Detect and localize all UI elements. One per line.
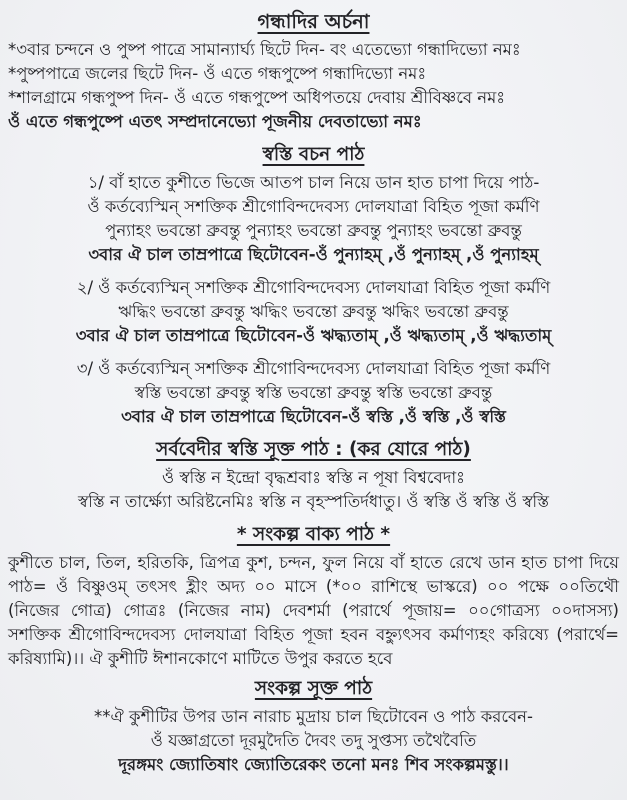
page-title-text: গন্ধাদির অর্চনা: [257, 10, 370, 33]
svasti-item-3: [8, 357, 619, 429]
archana-line-3: *শালগ্রামে গন্ধপুষ্প দিন- ওঁ এতে গন্ধপুষ্পে অধিপতয়ে দেবায় শ্রীবিষ্ণবে নমঃ: [8, 88, 506, 107]
sarvavedi-heading-text: সর্ববেদীর স্বস্তি সূক্ত পাঠ : (কর যোরে পাঠ): [156, 439, 471, 460]
sankalpa-bakya-paragraph: কুশীতে চাল, তিল, হরিতকি, ত্রিপত্র কুশ, চন্দন, ফুল নিয়ে বাঁ হাতে রেখে ডান হাত চাপা দিয়ে পাঠ= ওঁ বিষ্ণুওম্ তৎসৎ হ্লীং অদ্য ০০ মাসে (*০০ রাশিস্থে ভাস্করে) ০০ পক্ষে ০০তিথৌ (নিজের গোত্র) গোত্রঃ (নিজের নাম) দেবশর্মা (পরার্থে পূজায়= ০০গোত্রস্য ০০দাসস্য) সশক্তিক শ্রীগোবিন্দদেবস্য দোলযাত্রা বিহিত পূজা হবন বহ্ন্যুৎসব কর্মাণ্যহং করিষ্যে (পরার্থে= করিষ্যামি)।। ঐ কুশীটি ঈশানকোণে মাটিতে উপুর করতে হবে: [8, 553, 619, 668]
svasti-item-1-line-2: ওঁ কর্তব্যেস্মিন্ সশক্তিক শ্রীগোবিন্দদেবস্য দোলযাত্রা বিহিত পূজা কর্মণি: [87, 197, 540, 216]
sarvavedi-line-2: স্বস্তি ন তার্ক্ষ্যো অরিষ্টনেমিঃ স্বস্তি ন বৃহস্পতির্দধাতু। ওঁ স্বস্তি ওঁ স্বস্তি ওঁ স্বস্তি: [78, 492, 549, 511]
svasti-item-1-line-3: পুন্যাহং ভবন্তো ব্রুবন্তু পুন্যাহং ভবন্তো ব্রুবন্তু পুন্যাহং ভবন্তো ব্রুবন্তু: [105, 221, 522, 240]
svasti-item-3-line-3: ৩বার ঐ চাল তাম্রপাত্রে ছিটোবেন-ওঁ স্বস্তি ,ওঁ স্বস্তি ,ওঁ স্বস্তি: [121, 407, 506, 426]
sankalpa-sukta-line-2: ওঁ যজ্ঞাগ্রতো দূরমুদৈতি দৈবং তদু সুপ্তস্য তথৈবৈতি: [150, 731, 477, 750]
sarvavedi-line-1: ওঁ স্বস্তি ন ইন্দ্রো বৃদ্ধশ্রবাঃ স্বস্তি ন পূষা বিশ্ববেদাঃ: [162, 468, 465, 487]
svasti-item-3-line-1: ৩/ ওঁ কর্তব্যেস্মিন্ সশক্তিক শ্রীগোবিন্দদেবস্য দোলযাত্রা বিহিত পূজা কর্মণি: [76, 359, 551, 378]
archana-line-1: *৩বার চন্দনে ও পুষ্প পাত্রে সামান্যার্ঘ্য ছিটে দিন- বং এতেভ্যো গন্ধাদিভ্যো নমঃ: [8, 40, 521, 59]
sankalpa-sukta-line-1: **ঐ কুশীটির উপর ডান নারাচ মুদ্রায় চাল ছিটোবেন ও পাঠ করবেন-: [94, 707, 533, 726]
svasti-bachan-heading-text: স্বস্তি বচন পাঠ: [262, 144, 365, 165]
sankalpa-bakya-heading-text: * সংকল্প বাক্য পাঠ *: [236, 524, 391, 545]
archana-line-4: ওঁ এতে গন্ধপুষ্পে এতৎ সম্প্রদানেভ্যো পূজনীয় দেবতাভ্যো নমঃ: [8, 112, 422, 131]
svasti-item-2-line-3: ৩বার ঐ চাল তাম্রপাত্রে ছিটোবেন-ওঁ ঋদ্ধ্যতাম্ ,ওঁ ঋদ্ধ্যতাম্ ,ওঁ ঋদ্ধ্যতাম্: [75, 326, 552, 345]
svasti-item-3-line-2: স্বস্তি ভবন্তো ব্রুবন্তু স্বস্তি ভবন্তো ব্রুবন্তু স্বস্তি ভবন্তো ব্রুবন্তু: [134, 383, 493, 402]
svasti-item-1-line-1: ১/ বাঁ হাতে কুশীতে ভিজে আতপ চাল নিয়ে ডান হাত চাপা দিয়ে পাঠ-: [87, 173, 540, 192]
sankalpa-sukta-section: [8, 705, 619, 777]
svasti-bachan-heading: [8, 143, 619, 167]
svasti-item-2-line-1: ২/ ওঁ কর্তব্যেস্মিন্ সশক্তিক শ্রীগোবিন্দদেবস্য দোলযাত্রা বিহিত পূজা কর্মণি: [76, 278, 551, 297]
sankalpa-bakya-heading: [8, 523, 619, 547]
sankalpa-sukta-heading: [8, 677, 619, 701]
sarvavedi-section: [8, 466, 619, 514]
page-title: [8, 10, 619, 34]
sankalpa-sukta-line-3: দূরঙ্গমং জ্যোতিষাং জ্যোতিরেকং তনো মনঃ শিব সংকল্পমস্তু।।: [118, 755, 509, 774]
svasti-item-2: [8, 276, 619, 348]
archana-section: [8, 38, 619, 134]
sankalpa-sukta-heading-text: সংকল্প সূক্ত পাঠ: [254, 678, 373, 699]
svasti-item-2-line-2: ঋদ্ধিং ভবন্তো ব্রুবন্তু ঋদ্ধিং ভবন্তো ব্রুবন্তু ঋদ্ধিং ভবন্তো ব্রুবন্তু: [118, 302, 509, 321]
sarvavedi-heading: [8, 438, 619, 462]
svasti-item-1: [8, 171, 619, 267]
svasti-item-1-line-4: ৩বার ঐ চাল তাম্রপাত্রে ছিটোবেন-ওঁ পুন্যাহম্ ,ওঁ পুন্যাহম্ ,ওঁ পুন্যাহম্: [88, 245, 539, 264]
archana-line-2: *পুষ্পপাত্রে জলের ছিটে দিন- ওঁ এতে গন্ধপুষ্পে গন্ধাদিভ্যো নমঃ: [8, 64, 427, 83]
